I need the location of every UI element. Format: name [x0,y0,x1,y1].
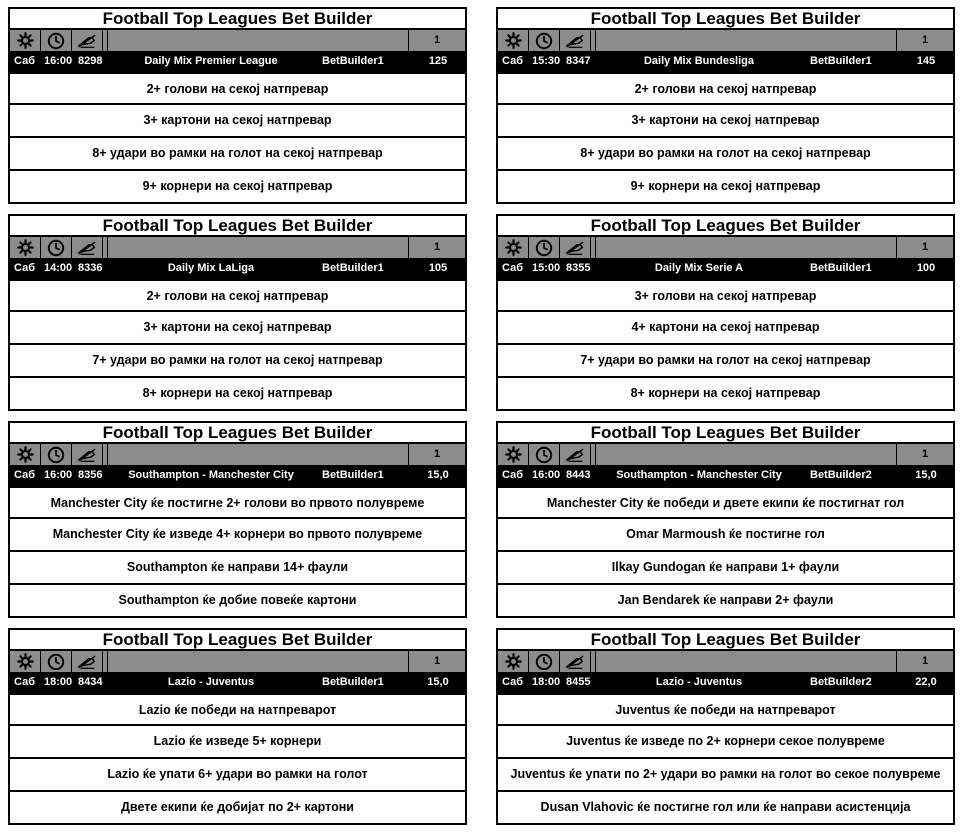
no-soccer-icon [560,30,591,51]
match-info-row [8,465,467,486]
event-count: 1 [433,241,441,253]
kickoff-time: 14:00 [44,262,73,274]
gear-icon [498,237,529,258]
icon-group [498,237,595,258]
no-soccer-icon [72,444,103,465]
card-title: Football Top Leagues Bet Builder [496,628,955,651]
selection-row: 9+ корнери на секој натпревар [8,171,467,204]
selection-row: 8+ корнери на секој натпревар [496,378,955,411]
icon-toolbar [496,444,955,465]
no-soccer-icon [72,30,103,51]
match-info-row [8,672,467,693]
event-count: 1 [921,241,929,253]
icon-group [498,444,595,465]
builder-label: BetBuilder2 [810,469,872,481]
toolbar-divider [107,651,108,672]
match-name: Daily Mix Premier League [144,55,278,67]
clock-icon [41,237,72,258]
gear-icon [10,237,41,258]
match-info-row [496,51,955,72]
match-name: Lazio - Juventus [655,676,743,688]
toolbar-divider [107,444,108,465]
toolbar-divider [107,237,108,258]
bet-card [496,214,955,414]
day-label: Саб [502,55,523,67]
bet-card [496,7,955,207]
bet-card [8,628,467,828]
clock-icon [41,651,72,672]
gear-icon [10,30,41,51]
odds-value: 105 [428,262,448,274]
selection-row: 7+ удари во рамки на голот на секој натпревар [8,345,467,378]
selection-row: 2+ голови на секој натпревар [8,279,467,312]
clock-icon [41,30,72,51]
gear-icon [498,30,529,51]
odds-value: 145 [916,55,936,67]
icon-group [10,30,107,51]
selection-row: Manchester City ќе победи и двете екипи ќе постигнат гол [496,486,955,519]
selection-row: Lazio ќе упати 6+ удари во рамки на голот [8,759,467,792]
selection-row: 8+ корнери на секој натпревар [8,378,467,411]
builder-label: BetBuilder1 [322,55,384,67]
match-info-row [496,672,955,693]
kickoff-time: 15:30 [532,55,561,67]
selection-row: Juventus ќе изведе по 2+ корнери секое полувреме [496,726,955,759]
day-label: Саб [502,676,523,688]
no-soccer-icon [72,651,103,672]
bet-card [496,421,955,621]
event-code: 8455 [566,676,591,688]
no-soccer-icon [560,651,591,672]
match-name: Southampton - Manchester City [616,469,782,481]
builder-label: BetBuilder1 [810,262,872,274]
selection-row: 8+ удари во рамки на голот на секој натпревар [496,138,955,171]
selection-row: 3+ голови на секој натпревар [496,279,955,312]
kickoff-time: 15:00 [532,262,561,274]
selection-row: 2+ голови на секој натпревар [496,72,955,105]
builder-label: BetBuilder2 [810,676,872,688]
day-label: Саб [502,469,523,481]
event-count: 1 [433,448,441,460]
match-name: Lazio - Juventus [167,676,255,688]
icon-group [10,237,107,258]
gear-icon [10,444,41,465]
card-title: Football Top Leagues Bet Builder [496,214,955,237]
clock-icon [529,30,560,51]
clock-icon [41,444,72,465]
match-info-row [496,258,955,279]
event-code: 8443 [566,469,591,481]
toolbar-divider [595,237,596,258]
day-label: Саб [14,676,35,688]
selection-row: 2+ голови на секој натпревар [8,72,467,105]
bet-card [496,628,955,828]
selection-row: 3+ картони на секој натпревар [8,312,467,345]
match-name: Southampton - Manchester City [128,469,294,481]
kickoff-time: 18:00 [532,676,561,688]
icon-toolbar [496,30,955,51]
selection-row: Ilkay Gundogan ќе направи 1+ фаули [496,552,955,585]
selection-row: Southampton ќе направи 14+ фаули [8,552,467,585]
selection-row: Juventus ќе упати по 2+ удари во рамки на голот во секое полувреме [496,759,955,792]
odds-value: 15,0 [915,469,937,481]
event-count: 1 [433,34,441,46]
day-label: Саб [14,469,35,481]
event-count: 1 [433,655,441,667]
no-soccer-icon [560,444,591,465]
builder-label: BetBuilder1 [322,676,384,688]
selection-row: Двете екипи ќе добијат по 2+ картони [8,792,467,825]
match-name: Daily Mix LaLiga [167,262,255,274]
match-name: Daily Mix Bundesliga [643,55,755,67]
toolbar-divider [107,30,108,51]
card-title: Football Top Leagues Bet Builder [8,7,467,30]
match-info-row [496,465,955,486]
selection-row: Jan Bendarek ќе направи 2+ фаули [496,585,955,618]
bet-card [8,7,467,207]
event-code: 8356 [78,469,103,481]
selection-row: Southampton ќе добие повеќе картони [8,585,467,618]
event-code: 8355 [566,262,591,274]
icon-toolbar [8,651,467,672]
odds-value: 15,0 [427,469,449,481]
event-code: 8298 [78,55,103,67]
selection-row: Lazio ќе победи на натпреварот [8,693,467,726]
selection-row: 9+ корнери на секој натпревар [496,171,955,204]
selection-row: Lazio ќе изведе 5+ корнери [8,726,467,759]
day-label: Саб [14,262,35,274]
toolbar-divider [595,30,596,51]
selection-row: 3+ картони на секој натпревар [8,105,467,138]
odds-value: 100 [916,262,936,274]
builder-label: BetBuilder1 [322,469,384,481]
selection-row: Manchester City ќе постигне 2+ голови во првото полувреме [8,486,467,519]
odds-value: 15,0 [427,676,449,688]
card-title: Football Top Leagues Bet Builder [8,421,467,444]
icon-toolbar [496,237,955,258]
gear-icon [498,651,529,672]
card-title: Football Top Leagues Bet Builder [496,7,955,30]
event-code: 8336 [78,262,103,274]
selection-row: Dusan Vlahovic ќе постигне гол или ќе направи асистенција [496,792,955,825]
match-info-row [8,258,467,279]
icon-toolbar [8,30,467,51]
bet-card [8,421,467,621]
selection-row: Juventus ќе победи на натпреварот [496,693,955,726]
card-title: Football Top Leagues Bet Builder [8,628,467,651]
day-label: Саб [502,262,523,274]
icon-toolbar [496,651,955,672]
kickoff-time: 16:00 [44,55,73,67]
clock-icon [529,651,560,672]
builder-label: BetBuilder1 [810,55,872,67]
icon-toolbar [8,444,467,465]
gear-icon [10,651,41,672]
icon-toolbar [8,237,467,258]
gear-icon [498,444,529,465]
match-name: Daily Mix Serie A [654,262,744,274]
selection-row: 7+ удари во рамки на голот на секој натпревар [496,345,955,378]
event-count: 1 [921,34,929,46]
kickoff-time: 16:00 [532,469,561,481]
toolbar-divider [595,651,596,672]
toolbar-divider [595,444,596,465]
icon-group [498,30,595,51]
clock-icon [529,237,560,258]
card-title: Football Top Leagues Bet Builder [8,214,467,237]
event-count: 1 [921,448,929,460]
event-code: 8434 [78,676,103,688]
kickoff-time: 18:00 [44,676,73,688]
match-info-row [8,51,467,72]
builder-label: BetBuilder1 [322,262,384,274]
selection-row: 4+ картони на секој натпревар [496,312,955,345]
event-count: 1 [921,655,929,667]
kickoff-time: 16:00 [44,469,73,481]
selection-row: Manchester City ќе изведе 4+ корнери во првото полувреме [8,519,467,552]
odds-value: 125 [428,55,448,67]
selection-row: Omar Marmoush ќе постигне гол [496,519,955,552]
no-soccer-icon [72,237,103,258]
selection-row: 8+ удари во рамки на голот на секој натпревар [8,138,467,171]
day-label: Саб [14,55,35,67]
icon-group [10,444,107,465]
event-code: 8347 [566,55,591,67]
no-soccer-icon [560,237,591,258]
bet-card [8,214,467,414]
clock-icon [529,444,560,465]
selection-row: 3+ картони на секој натпревар [496,105,955,138]
icon-group [10,651,107,672]
odds-value: 22,0 [915,676,937,688]
card-title: Football Top Leagues Bet Builder [496,421,955,444]
icon-group [498,651,595,672]
